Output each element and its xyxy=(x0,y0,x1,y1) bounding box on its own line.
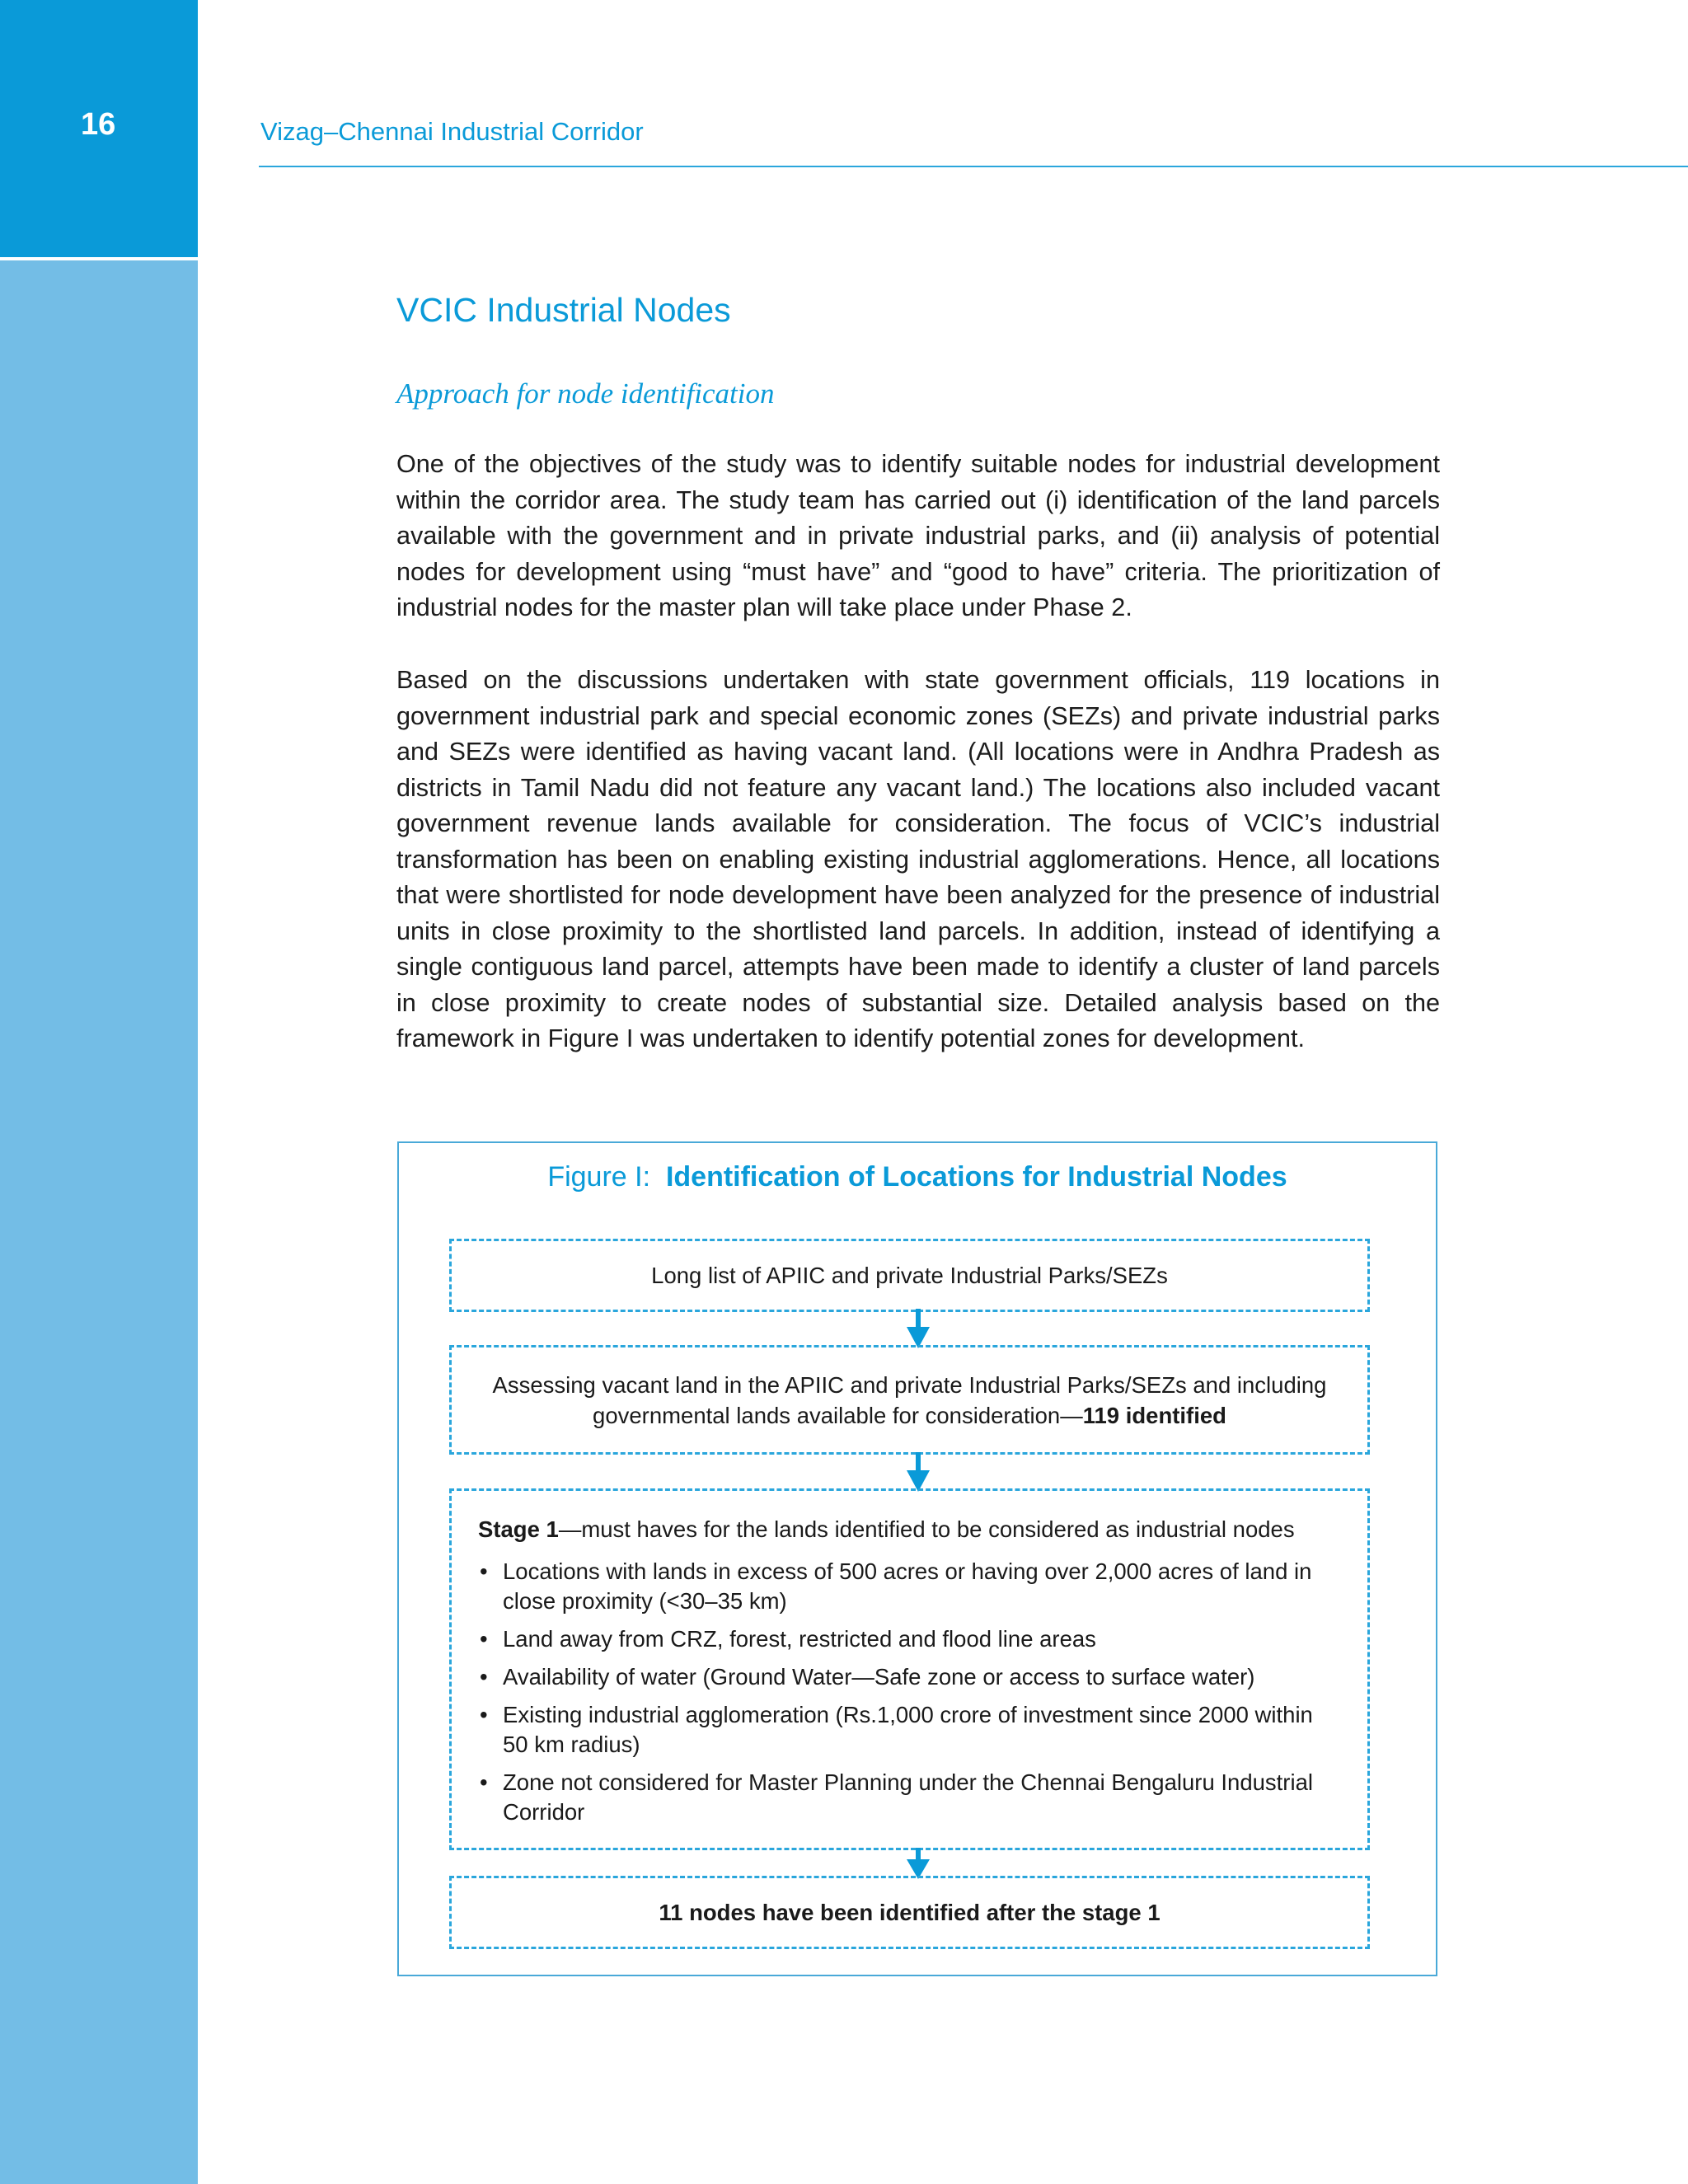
flow-step-result xyxy=(449,1876,1370,1949)
down-arrow-icon xyxy=(905,1309,931,1350)
criteria-list xyxy=(478,1557,1341,1827)
criteria-item: • Zone not considered for Master Planning under the Chennai Bengaluru Industrial Corridor xyxy=(478,1768,1341,1827)
criteria-item: • Locations with lands in excess of 500 acres or having over 2,000 acres of land in close proximity (<30–35 km) xyxy=(478,1557,1341,1616)
flow-step-vacant-land-count: 119 identified xyxy=(1082,1402,1226,1428)
running-header-title: Vizag–Chennai Industrial Corridor xyxy=(260,117,644,146)
page-number: 16 xyxy=(81,107,116,142)
criteria-item: • Land away from CRZ, forest, restricted and flood line areas xyxy=(478,1624,1341,1654)
flow-step-vacant-land xyxy=(449,1345,1370,1455)
header-divider xyxy=(259,166,1688,167)
body-paragraph-2: Based on the discussions undertaken with state government officials, 119 locations in government industrial park and special economic zones (SEZs) and private industrial parks and SEZs were identified as having vacant land. (All locations were in Andhra Pradesh as districts in Tamil Nadu did not feature any vacant land.) The locations also included vacant government revenue lands available for consideration. The focus of VCIC’s industrial transformation has been on enabling existing industrial agglomerations. Hence, all locations that were shortlisted for node development have been analyzed for the presence of industrial units in close proximity to the shortlisted land parcels. In addition, instead of identifying a single contiguous land parcel, attempts have been made to identify a cluster of land parcels in close proximity to create nodes of substantial size. Detailed analysis based on the framework in Figure I was undertaken to identify potential zones for development. xyxy=(396,666,1440,1052)
figure-title: Identification of Locations for Industrial Nodes xyxy=(665,1161,1287,1193)
figure-label: Figure I: xyxy=(547,1161,651,1193)
flow-step-stage-1 xyxy=(449,1488,1370,1850)
flow-step-vacant-land-desc: Assessing vacant land in the APIIC and private Industrial Parks/SEZs and including governmental lands available for consideration— xyxy=(492,1371,1327,1428)
figure-caption xyxy=(399,1161,1436,1193)
flow-step-long-list xyxy=(449,1239,1370,1312)
sidebar-header-block xyxy=(0,0,198,260)
flow-step-long-list-text: Long list of APIIC and private Industrial Parks/SEZs xyxy=(651,1262,1168,1288)
sidebar-band xyxy=(0,0,198,2184)
down-arrow-icon xyxy=(905,1452,931,1493)
stage-1-description: —must haves for the lands identified to be considered as industrial nodes xyxy=(558,1516,1295,1542)
criteria-item: • Availability of water (Ground Water—Safe zone or access to surface water) xyxy=(478,1662,1341,1692)
stage-1-heading xyxy=(478,1514,1341,1545)
flow-step-result-text: 11 nodes have been identified after the stage 1 xyxy=(659,1899,1160,1925)
flow-step-vacant-land-text xyxy=(468,1370,1351,1431)
criteria-item: • Existing industrial agglomeration (Rs.1,000 crore of investment since 2000 within 50 km radius) xyxy=(478,1700,1341,1760)
section-title: VCIC Industrial Nodes xyxy=(396,291,731,329)
stage-1-label: Stage 1 xyxy=(478,1516,559,1542)
body-paragraph-1: One of the objectives of the study was to identify suitable nodes for industrial development within the corridor area. The study team has carried out (i) identification of the land parcels available with the government and in private industrial parks, and (ii) analysis of potential nodes for development using “must have” and “good to have” criteria. The prioritization of industrial nodes for the master plan will take place under Phase 2. xyxy=(396,450,1440,621)
subsection-title: Approach for node identification xyxy=(396,377,775,410)
